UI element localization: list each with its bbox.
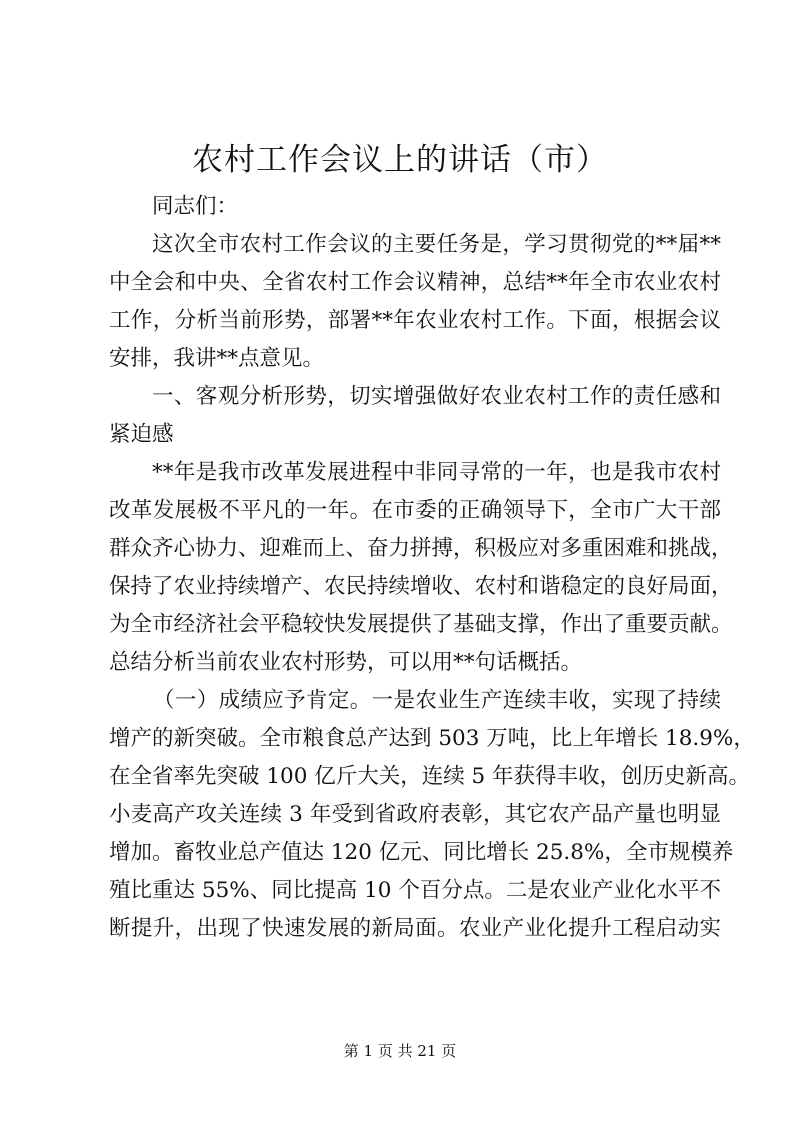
body-line: 为全市经济社会平稳较快发展提供了基础支撑，作出了重要贡献。 bbox=[109, 612, 733, 637]
body-line: 工作，分析当前形势，部署**年农业农村工作。下面，根据会议 bbox=[109, 308, 721, 333]
body-line: 保持了农业持续增产、农民持续增收、农村和谐稳定的良好局面， bbox=[109, 574, 733, 599]
body-line: 增产的新突破。全市粮食总产达到 503 万吨，比上年增长 18.9%， bbox=[109, 726, 755, 751]
salutation-line: 同志们： bbox=[152, 194, 239, 219]
body-line: 增加。畜牧业总产值达 120 亿元、同比增长 25.8%，全市规模养 bbox=[109, 840, 734, 865]
body-line: **年是我市改革发展进程中非同寻常的一年，也是我市农村 bbox=[152, 460, 721, 485]
body-line: 小麦高产攻关连续 3 年受到省政府表彰，其它农产品产量也明显 bbox=[109, 802, 721, 827]
subsection-line: （一）成绩应予肯定。一是农业生产连续丰收，实现了持续 bbox=[153, 688, 721, 713]
body-line: 改革发展极不平凡的一年。在市委的正确领导下，全市广大干部 bbox=[109, 498, 721, 523]
section-heading-line: 一、客观分析形势，切实增强做好农业农村工作的责任感和 bbox=[152, 384, 721, 409]
body-line: 殖比重达 55%、同比提高 10 个百分点。二是农业产业化水平不 bbox=[109, 878, 721, 903]
body-line: 安排，我讲**点意见。 bbox=[109, 346, 325, 371]
document-body bbox=[109, 188, 755, 948]
section-heading-line: 紧迫感 bbox=[109, 422, 174, 447]
body-line: 断提升，出现了快速发展的新局面。农业产业化提升工程启动实 bbox=[109, 916, 721, 941]
body-line: 群众齐心协力、迎难而上、奋力拼搏，积极应对多重困难和挑战， bbox=[109, 536, 733, 561]
body-line: 总结分析当前农业农村形势，可以用**句话概括。 bbox=[109, 650, 583, 675]
body-line: 中全会和中央、全省农村工作会议精神，总结**年全市农业农村 bbox=[109, 270, 721, 295]
body-line: 这次全市农村工作会议的主要任务是，学习贯彻党的**届** bbox=[152, 232, 721, 257]
document-title: 农村工作会议上的讲话（市） bbox=[192, 142, 608, 178]
body-line: 在全省率先突破 100 亿斤大关，连续 5 年获得丰收，创历史新高。 bbox=[109, 764, 751, 789]
page-footer: 第 1 页 共 21 页 bbox=[343, 1042, 457, 1060]
